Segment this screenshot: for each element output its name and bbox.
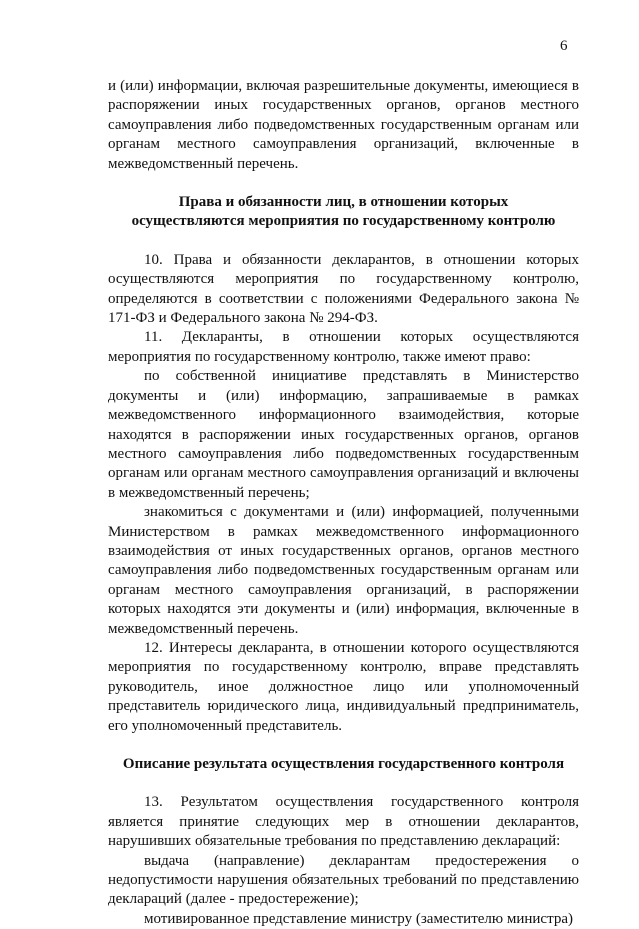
section-heading-rights-line1: Права и обязанности лиц, в отношении которых bbox=[178, 194, 509, 211]
paragraph-13-item-2: мотивированное представление министру (заместителю министра) bbox=[144, 910, 573, 927]
paragraph-intro: и (или) информации, включая разрешительные документы, имеющиеся в распоряжении иных государственных органов, органов местного самоуправления либо подведомственных государственным органам или органам местного самоуправления организаций, включенные в межведомственный перечень. bbox=[108, 78, 579, 172]
section-heading-rights-line2: осуществляются мероприятия по государственному контролю bbox=[131, 213, 556, 230]
paragraph-13: 13. Результатом осуществления государственного контроля является принятие следующих мер в отношении декларантов, нарушивших обязательные требования по представлению деклараций: bbox=[108, 794, 579, 850]
paragraph-10: 10. Права и обязанности декларантов, в отношении которых осуществляются мероприятия по государственному контролю, определяются в соответствии с положениями Федерального закона № 171-ФЗ и Федерального закона № 294-ФЗ. bbox=[108, 251, 579, 327]
paragraph-11-item-1: по собственной инициативе представлять в Министерство документы и (или) информацию, запрашиваемые в рамках межведомственного информационного взаимодействия, которые находятся в распоряжении иных государственных органов, органов местного самоуправления либо подведомственных государственным органам или органам местного самоуправления организаций и включены в межведомственный перечень; bbox=[108, 368, 579, 501]
paragraph-12: 12. Интересы декларанта, в отношении которого осуществляются мероприятия по государственному контролю, вправе представлять руководитель, иное должностное лицо или уполномоченный представитель юридического лица, индивидуальный предприниматель, его уполномоченный представитель. bbox=[108, 639, 579, 734]
section-heading-result: Описание результата осуществления государственного контроля bbox=[122, 756, 565, 772]
paragraph-11-item-2: знакомиться с документами и (или) информацией, полученными Министерством в рамках межведомственного информационного взаимодействия от иных государственных органов, органов местного самоуправления либо подведомственных государственным органам или органам местного самоуправления организаций, в распоряжении которых находятся эти документы и (или) информация, включенные в межведомственный перечень. bbox=[108, 504, 579, 637]
document-body bbox=[108, 77, 579, 929]
paragraph-13-item-1: выдача (направление) декларантам предостережения о недопустимости нарушения обязательных требований по представлению деклараций (далее - предостережение); bbox=[108, 852, 579, 908]
section-heading-rights bbox=[108, 193, 579, 232]
paragraph-11: 11. Декларанты, в отношении которых осуществляются мероприятия по государственному контролю, также имеют право: bbox=[108, 329, 579, 365]
page-number: 6 bbox=[560, 38, 568, 54]
